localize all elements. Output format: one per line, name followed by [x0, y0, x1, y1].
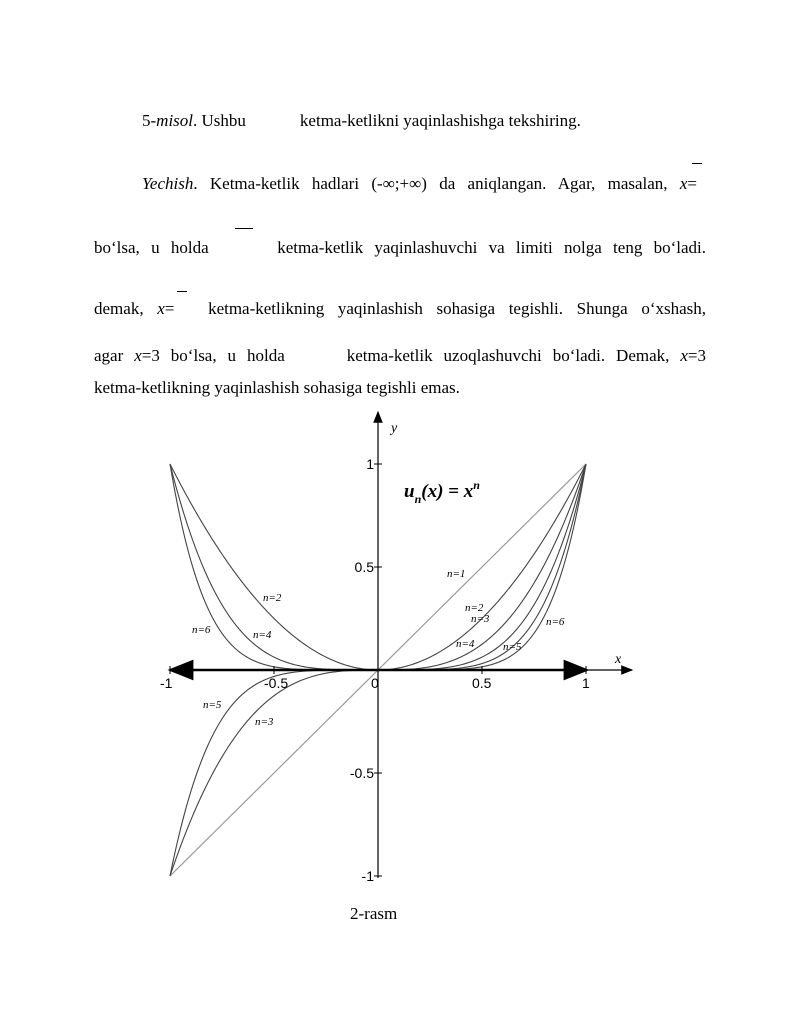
- example-label: misol: [156, 111, 194, 130]
- curve-label: n=1: [447, 568, 466, 580]
- curve-label: n=5: [503, 641, 522, 653]
- y-tick-label: 0.5: [354, 559, 374, 575]
- example-number: 5-: [142, 111, 157, 130]
- curve-label: n=2: [263, 592, 282, 604]
- conclusion-text: ketma-ketlikning yaqinlashish sohasiga tegishli emas.: [94, 378, 460, 397]
- divergent-text-a: agar: [94, 346, 124, 365]
- x-tick-label: 0: [371, 675, 379, 691]
- curve-label: n=2: [465, 602, 484, 614]
- y-tick-label: 1: [366, 456, 374, 472]
- formula: $u_n(x) = x^n$: [404, 478, 480, 506]
- example-text-b: ketma-ketlikni yaqinlashishga tekshiring.: [299, 111, 581, 130]
- x-tick-label: -1: [160, 675, 173, 691]
- therefore-eq: =: [164, 299, 175, 318]
- curve-label: n=4: [456, 638, 475, 650]
- solution-eq: =: [687, 174, 697, 193]
- y-tick-label: -1: [361, 868, 374, 884]
- curve-label: n=3: [471, 613, 490, 625]
- therefore-x: x: [157, 299, 165, 318]
- solution-x: x: [679, 174, 688, 193]
- x-tick-label: 0.5: [472, 675, 492, 691]
- divergent-text-c: ketma-ketlik uzoqlashuvchi bo‘ladi. Demak,: [346, 346, 670, 365]
- solution-label: Yechish: [142, 174, 194, 193]
- x-axis-label: x: [615, 652, 622, 667]
- therefore-text-b: ketma-ketlikning yaqinlashish sohasiga tegishli. Shunga o‘xshash,: [208, 299, 707, 318]
- curve-label: n=6: [546, 616, 565, 628]
- divergent-text-b: =3 bo‘lsa, u holda: [141, 346, 285, 365]
- divergent-text-d: =3: [687, 346, 706, 365]
- convergent-text-b: ketma-ketlik yaqinlashuvchi va limiti nolga teng bo‘ladi.: [277, 238, 706, 257]
- curve-label: n=4: [253, 629, 272, 641]
- divergent-x: x: [134, 346, 142, 365]
- x-tick-label: -0.5: [264, 675, 289, 691]
- therefore-text-a: demak,: [94, 299, 144, 318]
- curve-label: n=3: [255, 716, 274, 728]
- x-tick-label: 1: [582, 675, 590, 691]
- y-axis-label: y: [391, 421, 398, 436]
- divergent-x2: x: [680, 346, 688, 365]
- example-text-a: . Ushbu: [193, 111, 246, 130]
- figure-caption: 2-rasm: [350, 904, 398, 923]
- curve-label: n=5: [203, 699, 222, 711]
- convergent-text-a: bo‘lsa, u holda: [94, 238, 209, 257]
- curve-label: n=6: [192, 624, 211, 636]
- solution-text: . Ketma-ketlik hadlari (-∞;+∞) da aniqlangan. Agar, masalan,: [193, 174, 668, 193]
- y-tick-label: -0.5: [349, 765, 374, 781]
